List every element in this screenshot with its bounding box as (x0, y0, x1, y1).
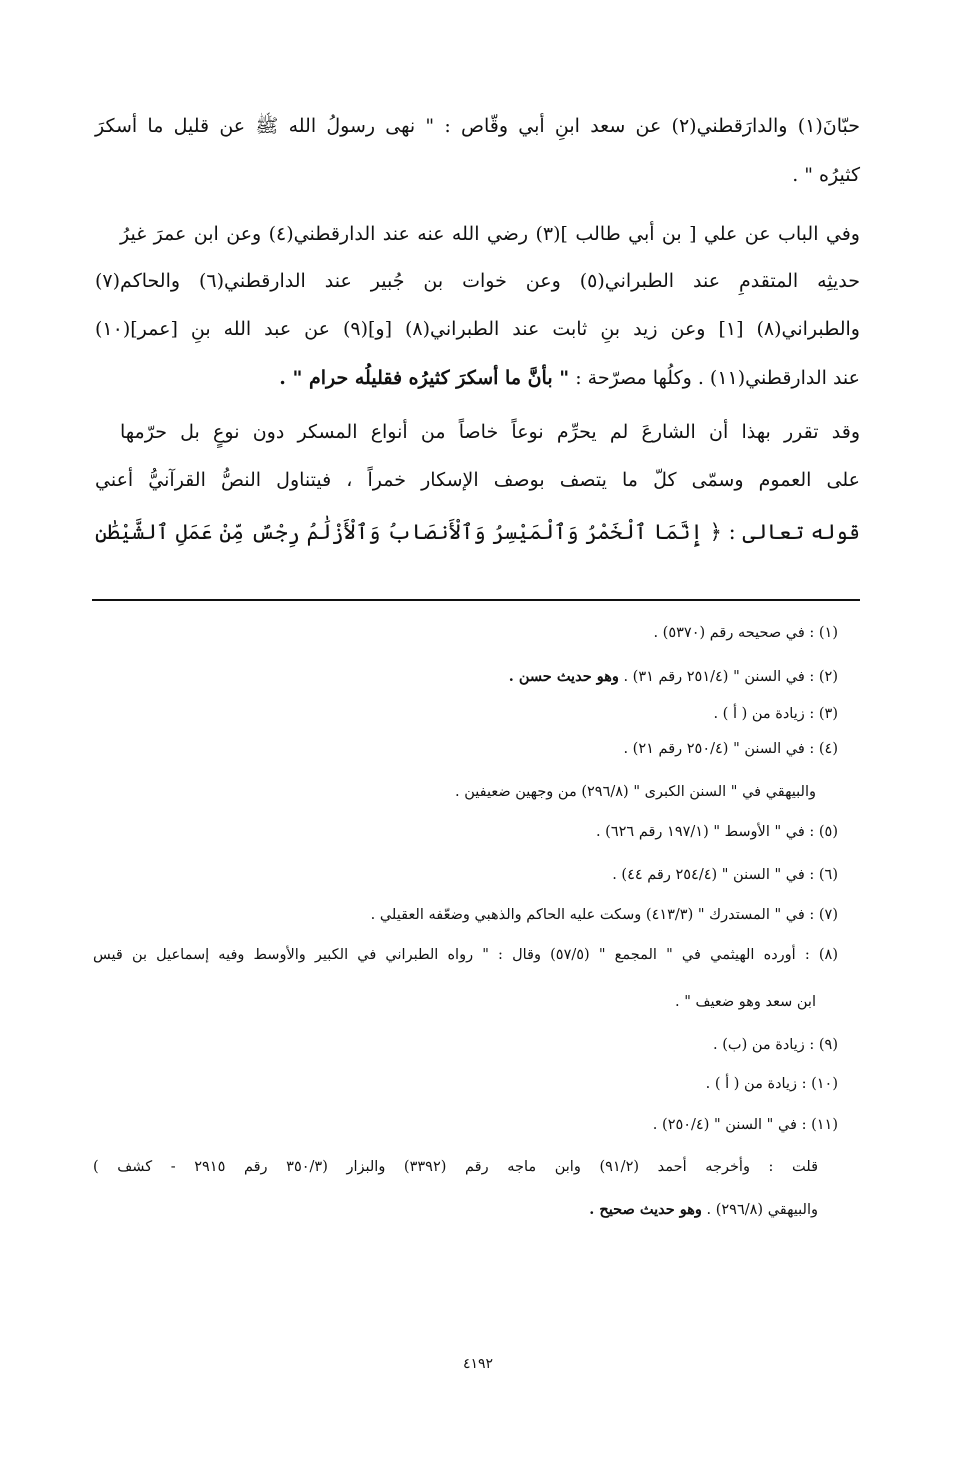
main-line-5: والطبراني(٨) [١] وعن زيد بنِ ثابت عند الطبراني(٨) [و](٩) عن عبد الله بنِ [عمر](١٠) (95, 318, 860, 340)
footnote-8: (٨) : أورده الهيثمي في " المجمع " (٥٧/٥) وقال : " رواه الطبراني في الكبير والأوسط وفيه إسماعيل بن قيس (93, 947, 839, 963)
main-line-7: وقد تقرر بهذا أن الشارعَ لم يحرِّم نوعاً خاصاً من أنواع المسكر دون نوعٍ بل حرّمها (120, 421, 860, 443)
main-line-2: كثيرُه " . (792, 164, 860, 186)
footnote-9: (٩) : زيادة من (ب) . (713, 1037, 838, 1053)
footnote-8-cont: ابن سعد وهو ضعيف " . (674, 994, 816, 1010)
main-line-6 (95, 367, 860, 389)
footnote-5: (٥) : في " الأوسط " (١٩٧/١ رقم ٦٢٦) . (595, 824, 838, 840)
bold-quote: " بأنَّ ما أسكرَ كثيرُه فقليلُه حرام " . (279, 367, 570, 389)
footnote-3: (٣) : زيادة من ( أ ) . (713, 706, 838, 722)
page-number: ٤١٩٢ (462, 1356, 494, 1372)
footnote-author-note-cont (589, 1201, 818, 1218)
footnote-2-text: (٢) : في السنن " (٢٥١/٤ رقم ٣١) . (623, 669, 838, 685)
main-line-9-quran: قوله تعالى : ﴿ إِنَّمَا ٱلْخَمْرُ وَٱلْمَيْسِرُ وَٱلْأَنصَابُ وَٱلْأَزْلَٰمُ رِجْسٌ مِّنْ عَمَلِ ٱلشَّيْطَٰنِ (95, 520, 860, 544)
footnote-4-cont: والبيهقي في " السنن الكبرى " (٢٩٦/٨) من وجهين ضعيفين . (454, 784, 816, 800)
footnote-2 (509, 668, 838, 685)
footnote-7: (٧) : في " المستدرك " (٤١٣/٣) وسكت عليه الحاكم والذهبي وضعّفه العقيلي . (370, 907, 838, 923)
footnote-1: (١) : في صحيحه رقم (٥٣٧٠) . (653, 625, 838, 641)
main-line-1: حبّانَ(١) والدارَقطني(٢) عن سعد ابنِ أبي وقّاص : " نهى رسولُ الله ﷺ عن قليل ما أسكرَ (95, 115, 860, 137)
footnote-2-grade: وهو حديث حسن . (508, 668, 619, 685)
footnote-final-grade: وهو حديث صحيح . (589, 1201, 702, 1218)
main-line-6-text: عند الدارقطني(١١) . وكلُها مصرّحة : (575, 367, 860, 389)
footnote-6: (٦) : في " السنن " (٢٥٤/٤ رقم ٤٤) . (612, 867, 838, 883)
main-line-8: على العموم وسمّى كلّ ما يتصف بوصف الإسكار خمراً ، فيتناول النصُّ القرآنيُّ أعني (95, 469, 860, 491)
footnote-4: (٤) : في السنن " (٢٥٠/٤ رقم ٢١) . (623, 741, 838, 757)
footnote-author-note-text: والبيهقي (٢٩٦/٨) . (706, 1202, 818, 1218)
main-line-4: حديثِه المتقدمِ عند الطبراني(٥) وعن خوات بن جُبير عند الدارقطني(٦) والحاكم(٧) (95, 270, 860, 292)
footnote-divider (92, 599, 860, 601)
main-line-3: وفي الباب عن علي [ بن أبي طالب ](٣) رضي الله عنه عند الدارقطني(٤) وعن ابن عمرَ غيرُ (120, 223, 860, 245)
footnote-author-note: قلت : وأخرجه أحمد (٩١/٢) وابن ماجه رقم (٣٣٩٢) والبزار (٣٥٠/٣ رقم ٢٩١٥ - كشف ) (93, 1159, 819, 1175)
footnote-10: (١٠) : زيادة من ( أ ) . (705, 1076, 838, 1092)
footnote-11: (١١) : في " السنن " (٢٥٠/٤) . (652, 1117, 838, 1133)
